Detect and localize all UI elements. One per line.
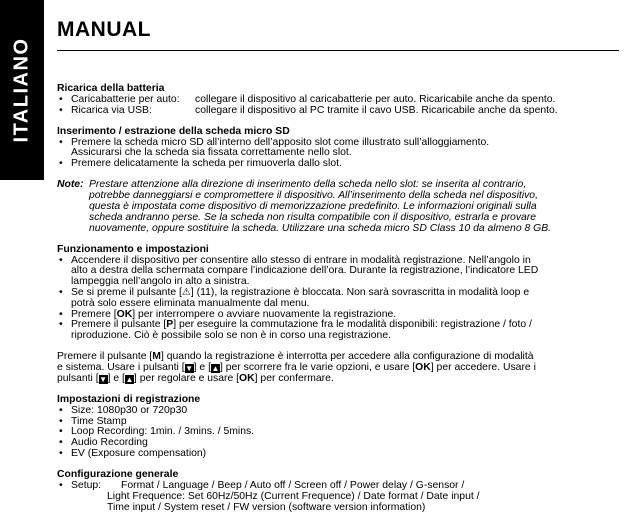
list-item: • Size: 1080p30 or 720p30 xyxy=(57,406,622,417)
key-label: OK xyxy=(239,372,255,384)
note-line: Prestare attenzione alla direzione di inserimento della scheda nello slot: se inserita al contrario, xyxy=(89,179,527,191)
text: ] per scorrere fra le varie opzioni, e usare [ xyxy=(219,362,416,374)
section-heading: Configurazione generale xyxy=(57,469,179,481)
text: ] per confermare. xyxy=(254,372,334,384)
section-operation xyxy=(57,245,622,342)
arrow-up-icon: ▲ xyxy=(125,374,134,384)
text: ] quando la registrazione è interrotta per accedere alla configurazione di modalità xyxy=(160,351,534,363)
item-key: • Ricarica via USB: xyxy=(71,104,152,116)
list-item: • Loop Recording: 1min. / 3mins. / 5mins. xyxy=(57,427,622,438)
list-item: • Premere delicatamente la scheda per rimuoverla dallo slot. xyxy=(57,159,622,170)
title-divider xyxy=(57,50,619,51)
note-line: potrebbe danneggiarsi e compromettere il dispositivo. All’inserimento della scheda nel dispositivo, xyxy=(89,190,538,202)
text: Premere il pulsante [ xyxy=(57,351,153,363)
line: • Accendere il dispositivo per consentire allo stesso di entrare in modalità registrazione. Nell’angolo in xyxy=(71,254,531,266)
arrow-down-icon: ▼ xyxy=(185,364,194,374)
section-recording-settings xyxy=(57,395,622,460)
list-item: • Premere la scheda micro SD all’interno dell’apposito slot come illustrato sull’alloggiamento. xyxy=(57,138,622,149)
text: ] per eseguire la commutazione fra le modalità disponibili: registrazione / foto / xyxy=(173,319,532,331)
note-line: questa è impostata come dispositivo di memorizzazione predefinito. Le informazioni originali sulla xyxy=(89,200,537,212)
text: ] per regolare e usare [ xyxy=(133,372,240,384)
manual-content xyxy=(57,84,622,513)
note-line: nuovamente, oppure sostituire la scheda. Utilizzare una scheda micro SD Class 10 da almeno 8 GB. xyxy=(89,222,552,234)
line: lampeggia nell’angolo in alto a sinistra. xyxy=(71,276,250,288)
language-tab-label: ITALIANO xyxy=(10,37,33,143)
menu-paragraph xyxy=(57,352,622,384)
section-heading: Funzionamento e impostazioni xyxy=(57,243,209,255)
line xyxy=(57,374,622,385)
arrow-up-icon: ▲ xyxy=(211,364,220,374)
list-item: • Audio Recording xyxy=(57,438,622,449)
list-item: • Time Stamp xyxy=(57,417,622,428)
key-label: M xyxy=(152,351,161,363)
text: Premere il pulsante [ xyxy=(71,319,167,331)
list-item xyxy=(57,481,622,492)
key-label: P xyxy=(166,319,174,331)
page-title: MANUAL xyxy=(57,18,151,41)
section-heading: Ricarica della batteria xyxy=(57,83,165,94)
text: Se si preme il pulsante [ xyxy=(71,286,182,298)
section-general-config xyxy=(57,470,622,513)
section-heading: Inserimento / estrazione della scheda micro SD xyxy=(57,125,290,137)
list-item xyxy=(57,256,622,288)
note-label: Note: xyxy=(57,179,84,191)
arrow-down-icon: ▼ xyxy=(99,374,108,384)
note-text xyxy=(89,180,551,234)
text: ] per accedere. Usare i xyxy=(430,362,536,374)
list-item xyxy=(57,95,622,106)
text: e sistema. Usare i pulsanti [ xyxy=(57,362,185,374)
key-label: OK xyxy=(116,308,133,320)
list-item-continued: Assicurarsi che la scheda sia fissata correttamente nello slot. xyxy=(71,147,352,159)
line: alto a destra della schermata compare l’indicazione dell’ora. Durante la registrazione, l’indicatore LED xyxy=(71,265,539,277)
list-item-continued: Time input / System reset / FW version (software version information) xyxy=(107,501,426,513)
text: pulsanti [ xyxy=(57,372,99,384)
text: ] per interrompere o avviare nuovamente la registrazione. xyxy=(132,308,397,320)
item-key: • Caricabatterie per auto: xyxy=(71,93,180,105)
list-item: • EV (Exposure compensation) xyxy=(57,449,622,460)
section-heading: Impostazioni di registrazione xyxy=(57,394,201,406)
item-value: collegare il dispositivo al caricabatterie per auto. Ricaricabile anche da spento. xyxy=(195,93,556,105)
list-item xyxy=(57,288,622,299)
note-block xyxy=(57,180,622,234)
section-battery xyxy=(57,84,622,116)
warning-triangle-icon: ⚠ xyxy=(181,286,191,298)
text: ] e [ xyxy=(107,372,125,384)
item-key: • Setup: xyxy=(71,480,102,492)
item-value: collegare il dispositivo al PC tramite il cavo USB. Ricaricabile anche da spento. xyxy=(195,104,558,116)
list-item xyxy=(57,106,622,117)
list-item-continued: Light Frequence: Set 60Hz/50Hz (Current Frequence) / Date format / Date input / xyxy=(107,490,480,502)
list-item-continued: riproduzione. Ciò è possibile solo se non è in corso una registrazione. xyxy=(71,330,391,342)
list-item-continued: potrà solo essere eliminata manualmente dal menu. xyxy=(71,297,310,309)
item-value: Format / Language / Beep / Auto off / Screen off / Power delay / G-sensor / xyxy=(121,480,465,492)
text: ] (11), la registrazione è bloccata. Non sarà sovrascritta in modalità loop e xyxy=(190,286,530,298)
note-line: scheda andranno perse. Se la scheda non risulta compatibile con il dispositivo, estrarla e provare xyxy=(89,211,537,223)
list-item xyxy=(57,320,622,331)
key-label: OK xyxy=(415,362,431,374)
text: ] e [ xyxy=(193,362,211,374)
text: Premere [ xyxy=(71,308,117,320)
language-tab xyxy=(0,0,44,180)
section-sd-card xyxy=(57,127,622,170)
